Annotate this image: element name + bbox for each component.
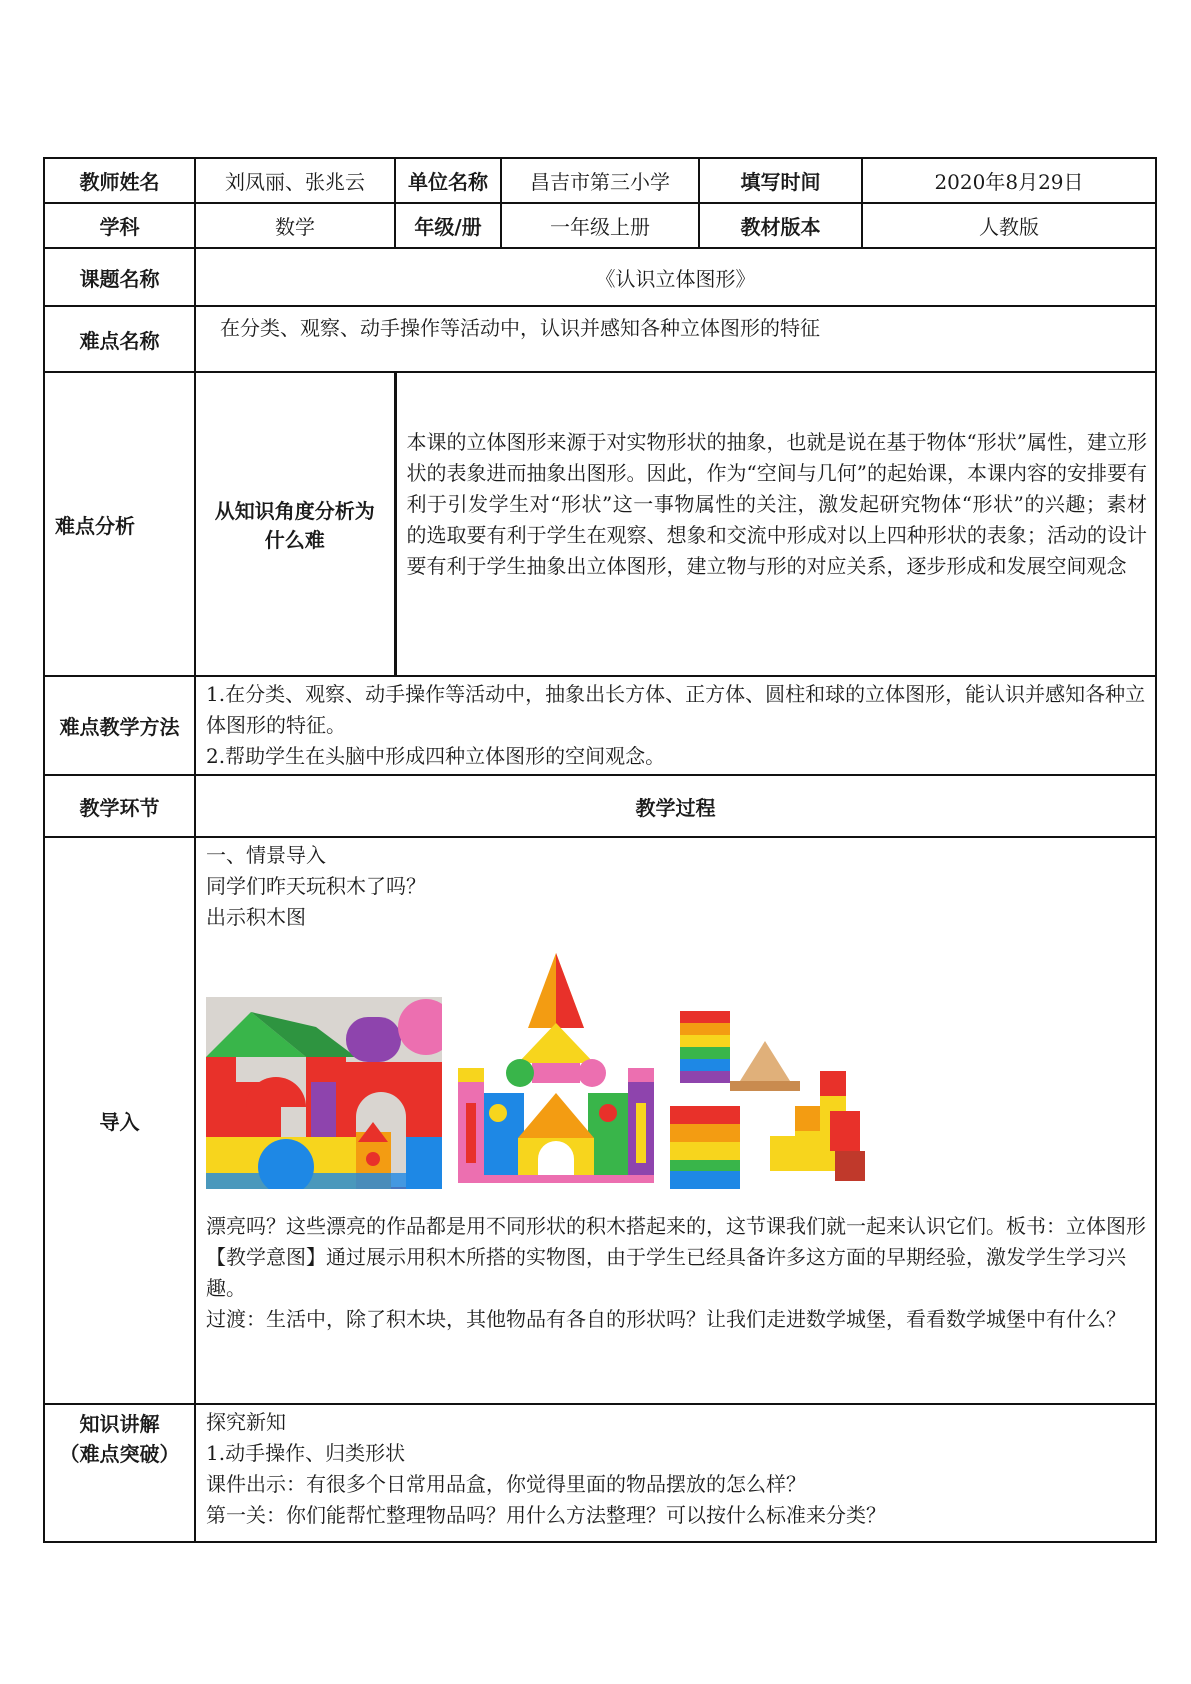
analysis-sub-label: 从知识角度分析为什么难	[195, 372, 395, 676]
date-value: 2020年8月29日	[862, 158, 1156, 203]
subject-value: 数学	[195, 203, 395, 248]
method-item-1: 1.在分类、观察、动手操作等活动中，抽象出长方体、正方体、圆柱和球的立体图形，能认识并感知各种立体图形的特征。	[206, 682, 1146, 737]
intro-label: 导入	[44, 837, 195, 1404]
topic-label: 课题名称	[44, 248, 195, 306]
intro-line-3: 出示积木图	[206, 905, 306, 929]
subject-label: 学科	[44, 203, 195, 248]
date-label: 填写时间	[699, 158, 862, 203]
castle-blocks-image	[458, 953, 654, 1189]
topic-value: 《认识立体图形》	[195, 248, 1156, 306]
intro-para-2: 【教学意图】通过展示用积木所搭的实物图，由于学生已经具备许多这方面的早期经验，激发学生学习兴趣。	[206, 1245, 1126, 1300]
intro-line-1: 一、情景导入	[206, 843, 326, 867]
knowledge-label	[44, 1404, 195, 1542]
grade-label: 年级/册	[395, 203, 501, 248]
knowledge-line-2: 1.动手操作、归类形状	[206, 1441, 406, 1465]
knowledge-line-3: 课件出示：有很多个日常用品盒，你觉得里面的物品摆放的怎么样？	[206, 1472, 806, 1496]
method-label: 难点教学方法	[44, 676, 195, 775]
unit-value: 昌吉市第三小学	[501, 158, 699, 203]
difficulty-value: 在分类、观察、动手操作等活动中，认识并感知各种立体图形的特征	[195, 306, 1156, 372]
wooden-blocks-image	[670, 1011, 866, 1189]
stage-header: 教学环节	[44, 775, 195, 837]
teacher-value: 刘凤丽、张兆云	[195, 158, 395, 203]
foam-blocks-image	[206, 997, 442, 1189]
knowledge-label-line-2: （难点突破）	[59, 1442, 180, 1466]
edition-value: 人教版	[862, 203, 1156, 248]
lesson-plan-table	[43, 157, 1157, 1543]
unit-label: 单位名称	[395, 158, 501, 203]
method-item-2: 2.帮助学生在头脑中形成四种立体图形的空间观念。	[206, 744, 666, 768]
grade-value: 一年级上册	[501, 203, 699, 248]
teacher-label: 教师姓名	[44, 158, 195, 203]
knowledge-line-4: 第一关：你们能帮忙整理物品吗？用什么方法整理？可以按什么标准来分类？	[206, 1503, 886, 1527]
method-content	[195, 676, 1156, 775]
intro-para-1: 漂亮吗？这些漂亮的作品都是用不同形状的积木搭起来的，这节课我们就一起来认识它们。板书：立体图形	[206, 1214, 1146, 1238]
edition-label: 教材版本	[699, 203, 862, 248]
analysis-text: 本课的立体图形来源于对实物形状的抽象，也就是说在基于物体“形状”属性，建立形状的表象进而抽象出图形。因此，作为“空间与几何”的起始课，本课内容的安排要有利于引发学生对“形状”这一事物属性的关注，激发起研究物体“形状”的兴趣；素材的选取要有利于学生在观察、想象和交流中形成对以上四种形状的表象；活动的设计要有利于学生抽象出立体图形，建立物与形的对应关系，逐步形成和发展空间观念	[395, 372, 1156, 676]
intro-para-3: 过渡：生活中，除了积木块，其他物品有各自的形状吗？让我们走进数学城堡，看看数学城堡中有什么？	[206, 1307, 1126, 1331]
knowledge-content	[195, 1404, 1156, 1542]
blocks-images	[206, 953, 1147, 1189]
process-header: 教学过程	[195, 775, 1156, 837]
knowledge-label-line-1: 知识讲解	[79, 1412, 160, 1436]
difficulty-label: 难点名称	[44, 306, 195, 372]
intro-content	[195, 837, 1156, 1404]
knowledge-line-1: 探究新知	[206, 1410, 286, 1434]
analysis-label: 难点分析	[44, 372, 195, 676]
intro-line-2: 同学们昨天玩积木了吗？	[206, 874, 426, 898]
